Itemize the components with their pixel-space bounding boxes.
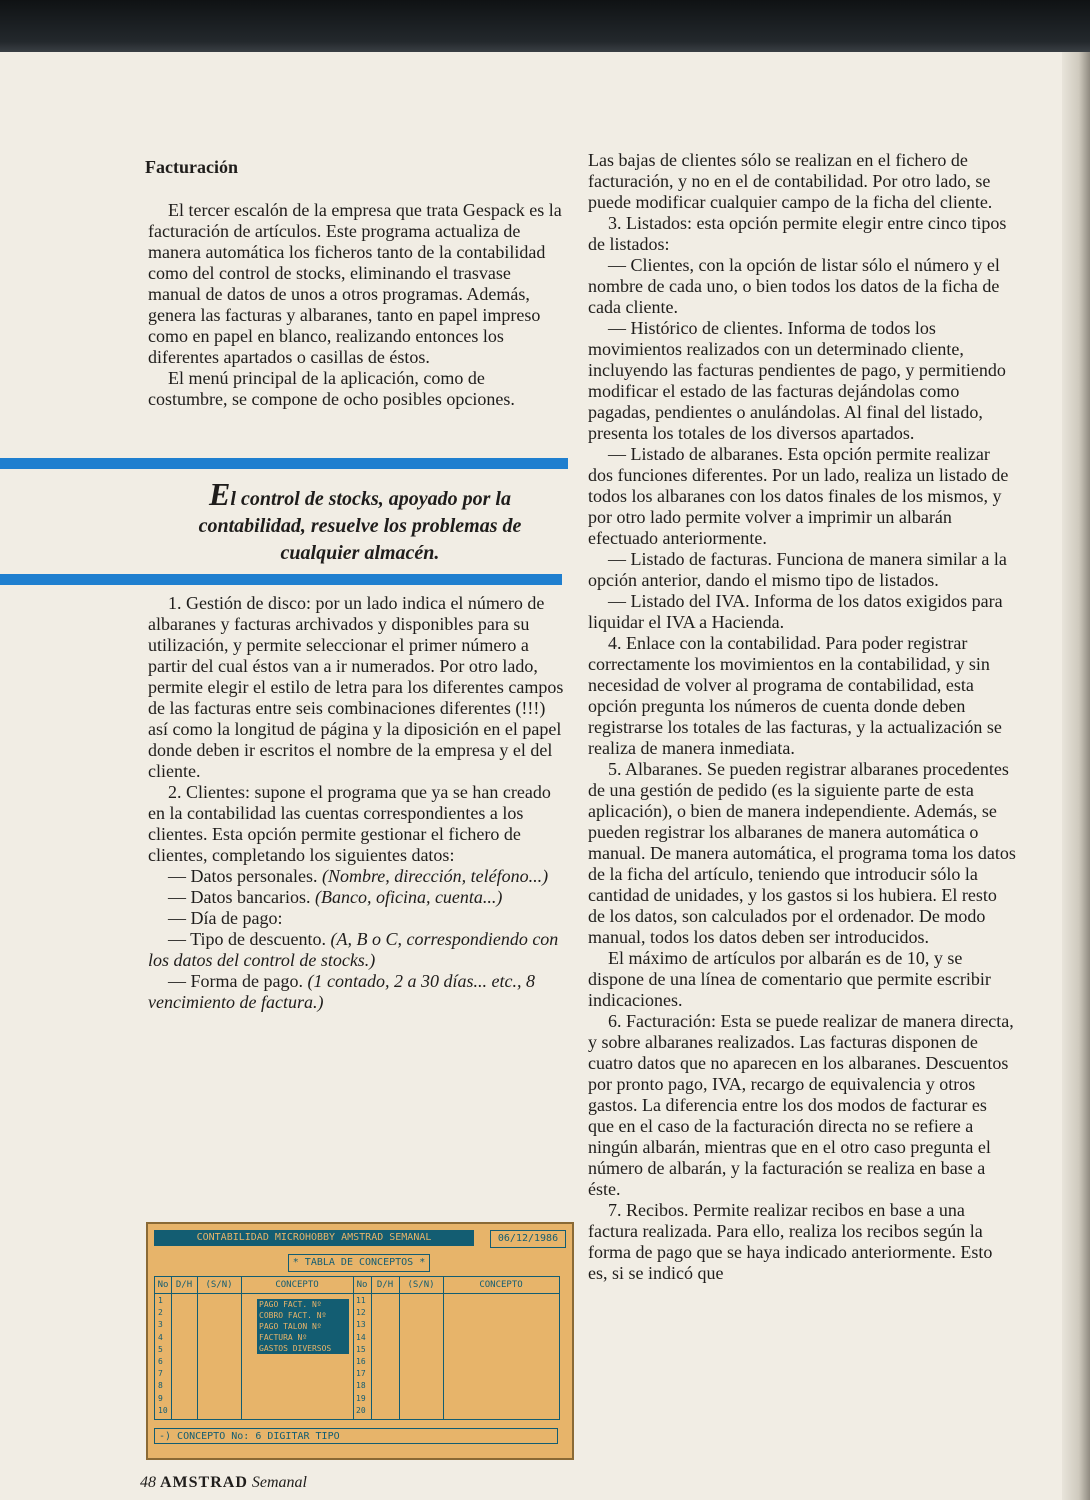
client-field: — Datos personales. (Nombre, dirección, teléfono...) bbox=[168, 866, 549, 886]
header-no: No bbox=[356, 1280, 368, 1290]
magazine-suffix: Semanal bbox=[251, 1474, 307, 1491]
concept-item: PAGO TALON Nº bbox=[259, 1322, 322, 1331]
screen-table-title: * TABLA DE CONCEPTOS * bbox=[288, 1254, 430, 1272]
concept-item: COBRO FACT. Nº bbox=[259, 1311, 327, 1320]
pullquote-rule-bottom bbox=[0, 574, 562, 585]
paragraph: — Clientes, con la opción de listar sólo el número y el nombre de cada uno, o bien todos los datos de la ficha de cada cliente. bbox=[588, 255, 1000, 317]
paragraph: El tercer escalón de la empresa que trata Gespack es la facturación de artículos. Este programa actualiza de manera automática los ficheros tanto de la contabilidad como del control de stocks, eliminando el trasvase manual de datos de unos a otros programas. Además, genera las facturas y albaranes, tanto en papel impreso como en papel en blanco, realizando entonces los diferentes apartados o casillas de éstos. bbox=[148, 200, 562, 367]
paragraph: 3. Listados: esta opción permite elegir entre cinco tipos de listados: bbox=[588, 213, 1007, 254]
header-sn: (S/N) bbox=[407, 1280, 435, 1290]
row-numbers-left: 1 2 3 4 5 6 7 8 9 10 bbox=[158, 1296, 168, 1415]
screen-title: CONTABILIDAD MICROHOBBY AMSTRAD SEMANAL bbox=[154, 1230, 474, 1246]
client-field: — Día de pago: bbox=[168, 908, 283, 928]
concepts-list bbox=[257, 1299, 349, 1354]
page-top-shadow bbox=[0, 0, 1090, 52]
pullquote-text: l control de stocks, apoyado por la contabilidad, resuelve los problemas de cualquier almacén. bbox=[198, 488, 522, 564]
program-screenshot bbox=[146, 1222, 574, 1460]
concept-item: PAGO FACT. Nº bbox=[259, 1300, 322, 1309]
client-field: — Forma de pago. (1 contado, 2 a 30 días... etc., 8 vencimiento de factura.) bbox=[148, 971, 535, 1012]
client-field: — Tipo de descuento. (A, B o C, correspondiendo con los datos del control de stocks.) bbox=[148, 929, 559, 970]
concept-item: FACTURA Nº bbox=[259, 1333, 308, 1342]
header-dh: D/H bbox=[376, 1280, 394, 1290]
section-title: Facturación bbox=[145, 157, 238, 177]
grid-line bbox=[353, 1277, 354, 1419]
right-column bbox=[588, 150, 1016, 1284]
concepts-table bbox=[154, 1276, 560, 1420]
header-concepto: CONCEPTO bbox=[479, 1280, 523, 1290]
header-no: No bbox=[157, 1280, 169, 1290]
header-dh: D/H bbox=[175, 1280, 193, 1290]
screen-status-line: -) CONCEPTO No: 6 DIGITAR TIPO bbox=[154, 1428, 558, 1444]
grid-line bbox=[443, 1277, 444, 1419]
concept-item: GASTOS DIVERSOS bbox=[259, 1344, 332, 1353]
page-binding-edge bbox=[1062, 52, 1090, 1500]
paragraph: 1. Gestión de disco: por un lado indica el número de albaranes y facturas archivados y disponibles para su utilización, y permite seleccionar el primer número a partir del cual éstos van a ir numerados. Por otro lado, permite elegir el estilo de letra para los diferentes campos de las facturas entre seis combinaciones diferentes (!!!) así como la longitud de página y la diposición en el papel donde deben ir escritos el nombre de la empresa y el del cliente. bbox=[148, 593, 564, 781]
row-numbers-right: 11 12 13 14 15 16 17 18 19 20 bbox=[356, 1296, 366, 1415]
grid-line bbox=[371, 1277, 372, 1419]
paragraph: 2. Clientes: supone el programa que ya se han creado en la contabilidad las cuentas correspondientes a los clientes. Esta opción permite gestionar el fichero de clientes, completando los siguientes datos: bbox=[148, 782, 551, 865]
table-header bbox=[155, 1277, 559, 1294]
page-footer bbox=[140, 1474, 307, 1492]
paragraph: El máximo de artículos por albarán es de 10, y se dispone de una línea de comentario que permite escribir indicaciones. bbox=[588, 948, 991, 1010]
pullquote-rule-top bbox=[0, 458, 568, 469]
paragraph: 6. Facturación: Esta se puede realizar de manera directa, y sobre albaranes realizados. Las facturas disponen de cuatro datos que no aparecen en los albaranes. Descuentos por pronto pago, IVA, recargo de equivalencia y otros gastos. La diferencia entre los dos modos de facturar es que en el caso de la facturación directa no se refiere a ningún albarán, mientras que en el otro caso pregunta el número de albarán, y la facturación se realiza en base a éste. bbox=[588, 1011, 1014, 1199]
pullquote-dropcap: E bbox=[209, 476, 231, 512]
paragraph: 4. Enlace con la contabilidad. Para poder registrar correctamente los movimientos en la contabilidad, y sin necesidad de volver al programa de contabilidad, esta opción pregunta los números de cuenta donde deben registrarse los totales de las facturas, y la actualización se realiza de manera inmediata. bbox=[588, 633, 1002, 758]
left-column-intro bbox=[148, 200, 568, 410]
screen-date: 06/12/1986 bbox=[490, 1230, 566, 1248]
paragraph: Las bajas de clientes sólo se realizan en el fichero de facturación, y no en el de contabilidad. Por otro lado, se puede modificar cualquier campo de la ficha del cliente. bbox=[588, 150, 993, 212]
paragraph: — Listado de albaranes. Esta opción permite realizar dos funciones diferentes. Por un lado, realiza un listado de todos los albaranes con los datos finales de los mismos, y por otro lado permite volver a imprimir un albarán efectuado anteriormente. bbox=[588, 444, 1009, 548]
paragraph: 5. Albaranes. Se pueden registrar albaranes procedentes de una gestión de pedido (es la siguiente parte de esta aplicación), o bien de manera independiente. Además, se pueden registrar los albaranes de manera automática o manual. De manera automática, el programa toma los datos de la ficha del artículo, teniendo que introducir sólo la cantidad de unidades, y los gastos si los hubiera. El resto de los datos, son calculados por el ordenador. De modo manual, todos los datos deben ser introducidos. bbox=[588, 759, 1016, 947]
paragraph: — Listado de facturas. Funciona de manera similar a la opción anterior, dando el mismo tipo de listados. bbox=[588, 549, 1007, 590]
header-sn: (S/N) bbox=[205, 1280, 233, 1290]
paragraph: — Listado del IVA. Informa de los datos exigidos para liquidar el IVA a Hacienda. bbox=[588, 591, 1003, 632]
grid-line bbox=[197, 1277, 198, 1419]
paragraph: 7. Recibos. Permite realizar recibos en base a una factura realizada. Para ello, realiza los recibos según la forma de pago que se haya indicado anteriormente. Esto es, si se indicó que bbox=[588, 1200, 993, 1283]
paragraph: El menú principal de la aplicación, como de costumbre, se compone de ocho posibles opciones. bbox=[148, 368, 515, 409]
page-number: 48 bbox=[140, 1474, 156, 1491]
grid-line bbox=[171, 1277, 172, 1419]
pullquote bbox=[160, 476, 560, 567]
grid-line bbox=[241, 1277, 242, 1419]
client-field: — Datos bancarios. (Banco, oficina, cuenta...) bbox=[168, 887, 503, 907]
left-column-body bbox=[148, 593, 568, 1013]
magazine-brand: AMSTRAD bbox=[160, 1474, 248, 1491]
grid-line bbox=[399, 1277, 400, 1419]
header-concepto: CONCEPTO bbox=[275, 1280, 319, 1290]
paragraph: — Histórico de clientes. Informa de todos los movimientos realizados con un determinado cliente, incluyendo las facturas pendientes de pago, y permitiendo modificar el estado de las facturas dejándolas como pagadas, pendientes o anulándolas. Al final del listado, presenta los totales de los diversos apartados. bbox=[588, 318, 1006, 443]
